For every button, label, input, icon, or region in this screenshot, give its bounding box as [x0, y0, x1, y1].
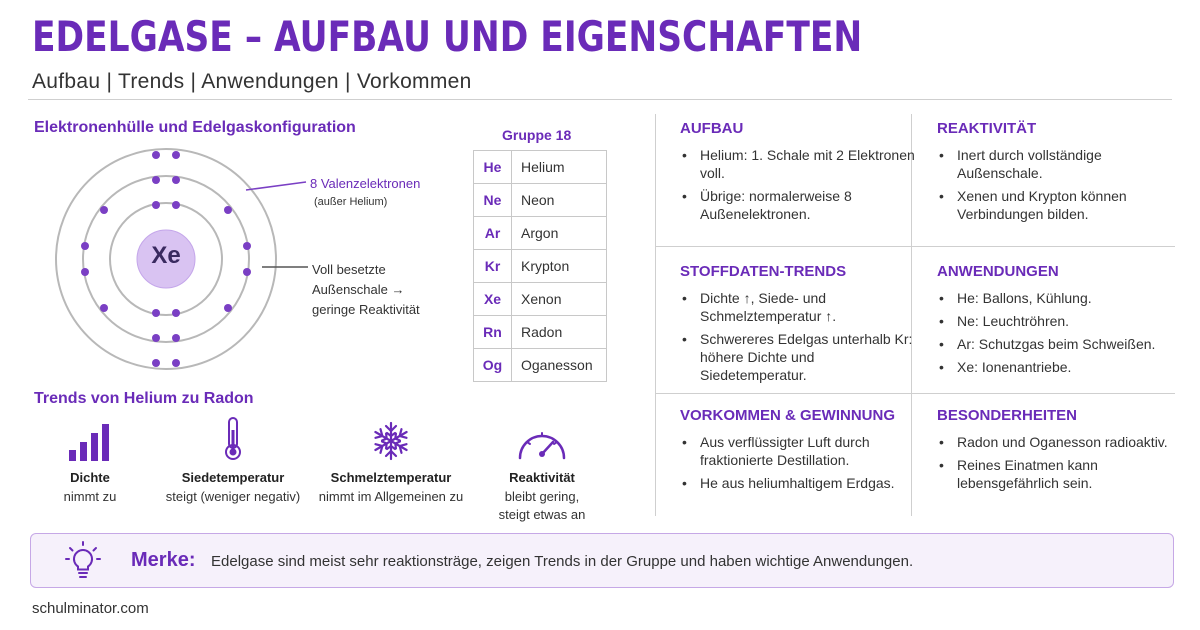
trends-heading: Trends von Helium zu Radon	[34, 390, 254, 407]
element-name: Neon	[512, 184, 607, 217]
info-heading: VORKOMMEN & GEWINNUNG	[680, 407, 895, 424]
list-item: • Ar: Schutzgas beim Schweißen.	[937, 335, 1177, 353]
element-symbol: Ar	[474, 217, 512, 250]
trend-desc: steigt (weniger negativ)	[165, 489, 301, 504]
list-item: • Inert durch vollständige Außenschale.	[937, 146, 1177, 182]
list-item: • Übrige: normalerweise 8 Außenelektronen.	[680, 187, 920, 223]
shell-note-line: geringe Reaktivität	[312, 302, 420, 317]
info-list	[937, 289, 1177, 376]
valence-sub: (außer Helium)	[314, 196, 388, 208]
group18-row	[474, 250, 607, 283]
group18-row	[474, 151, 607, 184]
info-list	[680, 289, 920, 384]
trend-reaktivitaet	[462, 412, 622, 524]
bar-chart-icon	[67, 422, 113, 462]
annotation-lines	[244, 176, 314, 276]
info-list	[937, 433, 1177, 492]
info-anwendungen	[937, 263, 1177, 381]
trend-schmelztemperatur	[311, 412, 471, 506]
element-name: Radon	[512, 316, 607, 349]
shell-heading: Elektronenhülle und Edelgaskonfiguration	[34, 119, 356, 136]
list-item: • He: Ballons, Kühlung.	[937, 289, 1177, 307]
gauge-icon	[515, 420, 569, 462]
element-symbol: Og	[474, 349, 512, 382]
trend-siedetemperatur	[153, 412, 313, 506]
list-item: • Xenen und Krypton können Verbindungen bilden.	[937, 187, 1177, 223]
list-item: • Helium: 1. Schale mit 2 Elektronen voll.	[680, 146, 920, 182]
list-item: • Schwereres Edelgas unterhalb Kr: höhere Dichte und Siedetemperatur.	[680, 330, 920, 384]
merke-text: Edelgase sind meist sehr reaktionsträge, zeigen Trends in der Gruppe und haben wichtige Anwendungen.	[211, 553, 914, 570]
info-heading: STOFFDATEN-TRENDS	[680, 263, 847, 280]
info-heading: BESONDERHEITEN	[937, 407, 1078, 424]
group18-row	[474, 217, 607, 250]
element-name: Xenon	[512, 283, 607, 316]
group18-row	[474, 184, 607, 217]
trend-name: Reaktivität	[509, 470, 575, 485]
grid-divider	[655, 246, 1175, 247]
list-item: • He aus heliumhaltigem Erdgas.	[680, 474, 920, 492]
element-name: Oganesson	[512, 349, 607, 382]
info-list	[680, 146, 920, 223]
element-name: Argon	[512, 217, 607, 250]
trend-desc: steigt etwas an	[498, 507, 586, 522]
info-stoffdaten	[680, 263, 920, 389]
element-name: Krypton	[512, 250, 607, 283]
trend-desc: nimmt zu	[63, 489, 117, 504]
list-item: • Aus verflüssigter Luft durch fraktionierte Destillation.	[680, 433, 920, 469]
group18-heading: Gruppe 18	[502, 127, 572, 143]
element-symbol: He	[474, 151, 512, 184]
info-heading: ANWENDUNGEN	[937, 263, 1059, 280]
page-subtitle: Aufbau | Trends | Anwendungen | Vorkommen	[32, 70, 472, 93]
group18-row	[474, 283, 607, 316]
list-item: • Xe: Ionenantriebe.	[937, 358, 1177, 376]
info-reaktivitaet	[937, 120, 1177, 228]
trend-name: Schmelztemperatur	[330, 470, 452, 485]
element-symbol: Xe	[474, 283, 512, 316]
element-symbol: Kr	[474, 250, 512, 283]
page-title: EDELGASE – AUFBAU UND EIGENSCHAFTEN	[32, 12, 863, 61]
list-item: • Dichte ↑, Siede- und Schmelztemperatur ↑.	[680, 289, 920, 325]
thermometer-icon	[222, 416, 244, 462]
atom-symbol: Xe	[151, 242, 181, 269]
element-symbol: Rn	[474, 316, 512, 349]
merke-label: Merke:	[131, 549, 196, 571]
info-vorkommen	[680, 407, 920, 497]
valence-label: 8 Valenzelektronen	[310, 176, 421, 191]
group18-row	[474, 349, 607, 382]
trend-desc: bleibt gering,	[504, 489, 580, 504]
info-list	[937, 146, 1177, 223]
list-item: • Ne: Leuchtröhren.	[937, 312, 1177, 330]
header-divider	[28, 99, 1172, 100]
lightbulb-icon	[63, 540, 103, 582]
info-besonderheiten	[937, 407, 1177, 497]
shell-note	[312, 260, 472, 320]
list-item: • Radon und Oganesson radioaktiv.	[937, 433, 1177, 451]
grid-divider	[655, 114, 656, 516]
shell-note-line: Außenschale →	[312, 282, 405, 297]
info-heading: REAKTIVITÄT	[937, 120, 1037, 137]
snowflake-icon	[370, 420, 412, 462]
info-heading: AUFBAU	[680, 120, 744, 137]
list-item: • Reines Einatmen kann lebensgefährlich sein.	[937, 456, 1177, 492]
element-symbol: Ne	[474, 184, 512, 217]
group18-table	[473, 150, 607, 382]
trend-name: Dichte	[70, 470, 110, 485]
footer-site: schulminator.com	[32, 600, 149, 617]
shell-note-line: Voll besetzte	[312, 262, 386, 277]
merke-box	[30, 533, 1174, 588]
group18-row	[474, 316, 607, 349]
element-name: Helium	[512, 151, 607, 184]
trend-desc: nimmt im Allgemeinen zu	[318, 489, 464, 504]
info-list	[680, 433, 920, 492]
trend-dichte	[10, 412, 170, 506]
info-aufbau	[680, 120, 920, 228]
trend-name: Siedetemperatur	[181, 470, 285, 485]
grid-divider	[655, 393, 1175, 394]
